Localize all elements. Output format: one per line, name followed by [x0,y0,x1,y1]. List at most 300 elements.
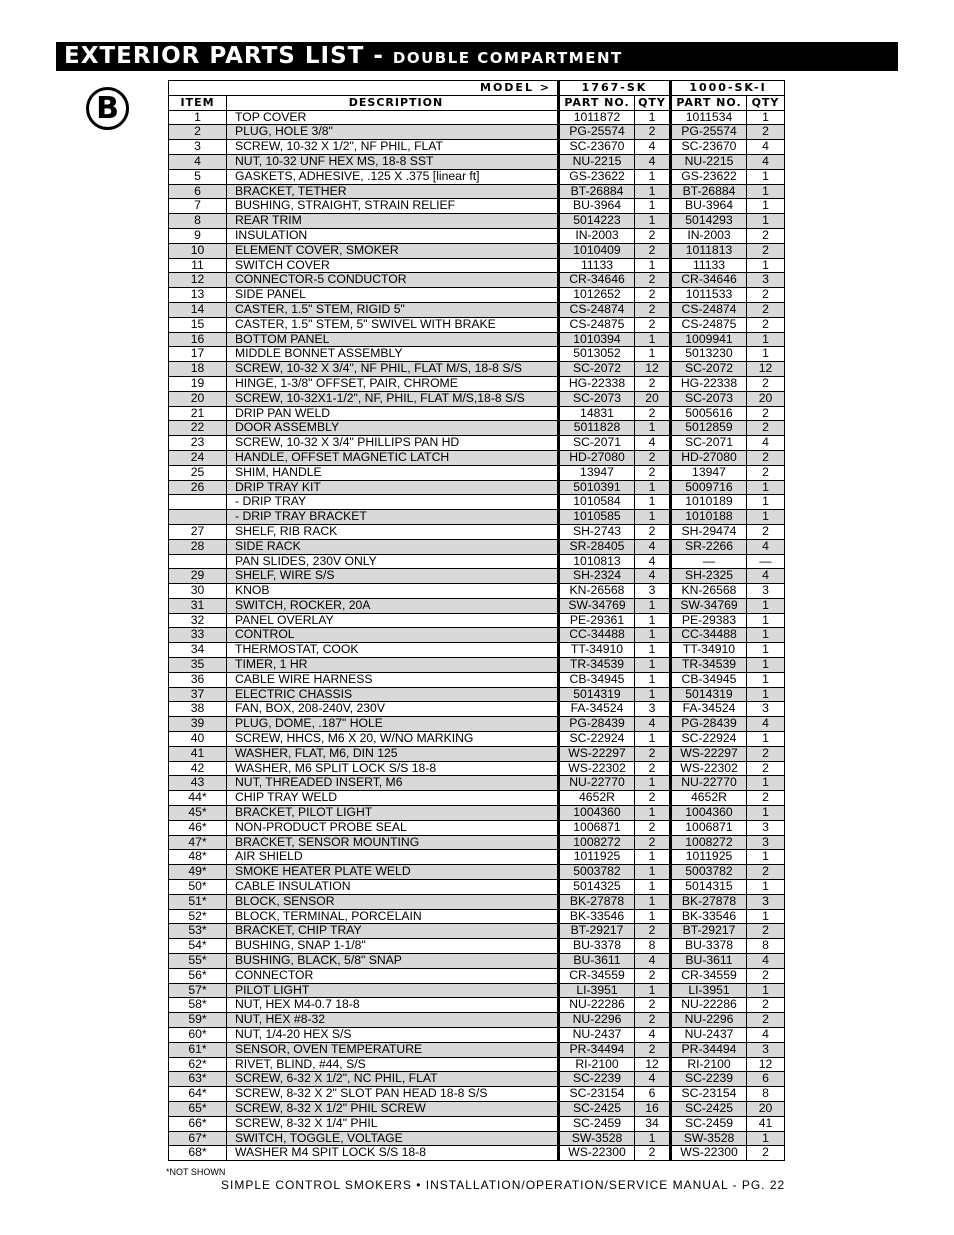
item-description: CABLE WIRE HARNESS [227,672,559,687]
qty-1: 4 [635,554,671,569]
item-description: MIDDLE BONNET ASSEMBLY [227,347,559,362]
item-number: 64* [169,1087,227,1102]
qty-2: 1 [747,983,785,998]
item-description: PILOT LIGHT [227,983,559,998]
item-description: NUT, HEX M4-0.7 18-8 [227,998,559,1013]
item-description: SWITCH, ROCKER, 20A [227,598,559,613]
qty-1: 1 [635,110,671,125]
item-description: CONNECTOR [227,968,559,983]
table-row [169,820,785,835]
item-description: ELECTRIC CHASSIS [227,687,559,702]
part-no-2: 13947 [671,465,747,480]
qty-2: 1 [747,1131,785,1146]
item-description: SIDE PANEL [227,288,559,303]
table-row [169,1013,785,1028]
part-no-2: CR-34559 [671,968,747,983]
table-row [169,332,785,347]
item-number: 47* [169,835,227,850]
item-number: 20 [169,391,227,406]
item-number: 21 [169,406,227,421]
part-no-1: SW-34769 [559,598,635,613]
qty-1: 2 [635,406,671,421]
part-no-2: WS-22297 [671,746,747,761]
qty-2: 1 [747,806,785,821]
table-row [169,924,785,939]
qty-2: 2 [747,524,785,539]
table-row [169,939,785,954]
item-description: CASTER, 1.5" STEM, 5" SWIVEL WITH BRAKE [227,317,559,332]
item-description: HINGE, 1-3/8" OFFSET, PAIR, CHROME [227,376,559,391]
part-no-2: 5003782 [671,865,747,880]
item-number: 44* [169,791,227,806]
qty-2: 3 [747,835,785,850]
qty-1: 2 [635,1042,671,1057]
item-description: WASHER, FLAT, M6, DIN 125 [227,746,559,761]
part-no-1: 13947 [559,465,635,480]
col-qty-1: QTY [635,95,671,110]
item-number: 25 [169,465,227,480]
qty-2: 8 [747,939,785,954]
qty-2: 2 [747,998,785,1013]
part-no-2: IN-2003 [671,228,747,243]
part-no-2: PE-29383 [671,613,747,628]
qty-2: 2 [747,465,785,480]
item-description: SCREW, 6-32 X 1/2", NC PHIL, FLAT [227,1072,559,1087]
item-description: SHELF, WIRE S/S [227,569,559,584]
part-no-2: PG-28439 [671,717,747,732]
qty-1: 2 [635,1146,671,1161]
item-description: SHIM, HANDLE [227,465,559,480]
col-part-no-2: PART NO. [671,95,747,110]
qty-2: 1 [747,332,785,347]
part-no-2: 5014293 [671,214,747,229]
part-no-2: NU-22770 [671,776,747,791]
qty-2: 4 [747,154,785,169]
table-row [169,584,785,599]
table-row [169,998,785,1013]
qty-2: 1 [747,687,785,702]
part-no-2: 1011813 [671,243,747,258]
table-row [169,228,785,243]
table-row [169,850,785,865]
item-number: 33 [169,628,227,643]
part-no-1: 1004360 [559,806,635,821]
qty-1: 2 [635,998,671,1013]
item-number: 38 [169,702,227,717]
item-number: 68* [169,1146,227,1161]
part-no-2: 5005616 [671,406,747,421]
qty-1: 1 [635,732,671,747]
item-description: NON-PRODUCT PROBE SEAL [227,820,559,835]
part-no-1: PG-25574 [559,125,635,140]
table-row [169,273,785,288]
item-number: 4 [169,154,227,169]
item-number: 23 [169,436,227,451]
parts-table [168,80,785,1161]
table-row [169,288,785,303]
qty-1: 1 [635,1131,671,1146]
qty-1: 1 [635,332,671,347]
part-no-1: 1012652 [559,288,635,303]
item-description: TOP COVER [227,110,559,125]
item-number [169,510,227,525]
part-no-2: RI-2100 [671,1057,747,1072]
table-row [169,1131,785,1146]
part-no-2: SC-2072 [671,362,747,377]
part-no-1: CS-24875 [559,317,635,332]
table-row [169,732,785,747]
part-no-1: PG-28439 [559,717,635,732]
part-no-2: PR-34494 [671,1042,747,1057]
item-number: 54* [169,939,227,954]
qty-1: 1 [635,658,671,673]
qty-1: 2 [635,243,671,258]
part-no-1: GS-23622 [559,169,635,184]
item-number: 35 [169,658,227,673]
item-number: 30 [169,584,227,599]
qty-2: 12 [747,1057,785,1072]
qty-2: 4 [747,436,785,451]
table-row [169,450,785,465]
item-description: SCREW, 8-32 X 1/2" PHIL SCREW [227,1101,559,1116]
qty-2: 20 [747,391,785,406]
qty-1: 1 [635,258,671,273]
item-description: SCREW, 8-32 X 1/4" PHIL [227,1116,559,1131]
qty-1: 1 [635,672,671,687]
part-no-1: NU-2437 [559,1028,635,1043]
item-number: 18 [169,362,227,377]
part-no-1: BT-26884 [559,184,635,199]
qty-1: 2 [635,761,671,776]
part-no-1: 11133 [559,258,635,273]
qty-2: 1 [747,184,785,199]
qty-1: 3 [635,584,671,599]
qty-2: 2 [747,968,785,983]
part-no-1: NU-2296 [559,1013,635,1028]
table-row [169,376,785,391]
part-no-2: 1010188 [671,510,747,525]
qty-2: 3 [747,820,785,835]
part-no-2: BU-3611 [671,954,747,969]
qty-2: 2 [747,228,785,243]
qty-2: 3 [747,584,785,599]
part-no-1: 5003782 [559,865,635,880]
part-no-1: PR-34494 [559,1042,635,1057]
item-description: SCREW, 10-32X1-1/2", NF, PHIL, FLAT M/S,18-8 S/S [227,391,559,406]
part-no-1: CC-34488 [559,628,635,643]
qty-2: 1 [747,672,785,687]
part-no-2: — [671,554,747,569]
part-no-1: 5013052 [559,347,635,362]
item-number: 31 [169,598,227,613]
table-row [169,347,785,362]
item-description: SCREW, HHCS, M6 X 20, W/NO MARKING [227,732,559,747]
table-row [169,1072,785,1087]
qty-1: 2 [635,791,671,806]
qty-1: 2 [635,228,671,243]
part-no-2: NU-2437 [671,1028,747,1043]
qty-1: 2 [635,450,671,465]
part-no-1: SC-2425 [559,1101,635,1116]
table-row [169,672,785,687]
part-no-2: SR-2266 [671,539,747,554]
qty-1: 1 [635,510,671,525]
part-no-2: 1011533 [671,288,747,303]
qty-1: 2 [635,125,671,140]
qty-2: 1 [747,480,785,495]
table-row [169,1028,785,1043]
part-no-1: SC-2239 [559,1072,635,1087]
part-no-2: NU-2215 [671,154,747,169]
qty-2: 2 [747,450,785,465]
item-number: 65* [169,1101,227,1116]
qty-1: 12 [635,362,671,377]
part-no-1: PE-29361 [559,613,635,628]
item-number: 63* [169,1072,227,1087]
part-no-1: KN-26568 [559,584,635,599]
qty-2: 2 [747,243,785,258]
item-number: 41 [169,746,227,761]
qty-2: 2 [747,1013,785,1028]
qty-1: 2 [635,746,671,761]
table-row [169,613,785,628]
item-number: 66* [169,1116,227,1131]
table-row [169,362,785,377]
item-description: BRACKET, TETHER [227,184,559,199]
item-description: BUSHING, BLACK, 5/8" SNAP [227,954,559,969]
item-description: BLOCK, SENSOR [227,894,559,909]
part-no-1: SC-2459 [559,1116,635,1131]
qty-1: 12 [635,1057,671,1072]
item-number: 53* [169,924,227,939]
item-number: 36 [169,672,227,687]
item-number: 37 [169,687,227,702]
item-description: RIVET, BLIND, #44, S/S [227,1057,559,1072]
qty-1: 2 [635,820,671,835]
part-no-1: 4652R [559,791,635,806]
item-description: SWITCH, TOGGLE, VOLTAGE [227,1131,559,1146]
part-no-2: CB-34945 [671,672,747,687]
qty-2: 3 [747,273,785,288]
table-row [169,480,785,495]
part-no-1: SC-2073 [559,391,635,406]
qty-2: — [747,554,785,569]
part-no-2: GS-23622 [671,169,747,184]
item-number: 67* [169,1131,227,1146]
part-no-2: TR-34539 [671,658,747,673]
item-number: 29 [169,569,227,584]
part-no-1: BU-3611 [559,954,635,969]
part-no-2: 5014315 [671,880,747,895]
qty-2: 4 [747,140,785,155]
qty-2: 2 [747,421,785,436]
qty-2: 4 [747,1028,785,1043]
item-description: BRACKET, SENSOR MOUNTING [227,835,559,850]
item-number: 16 [169,332,227,347]
table-row [169,628,785,643]
table-row [169,436,785,451]
qty-2: 1 [747,510,785,525]
part-no-1: 1011872 [559,110,635,125]
part-no-1: 1010813 [559,554,635,569]
part-no-1: CB-34945 [559,672,635,687]
item-number: 22 [169,421,227,436]
item-number: 60* [169,1028,227,1043]
qty-1: 4 [635,154,671,169]
item-description: DOOR ASSEMBLY [227,421,559,436]
qty-2: 4 [747,717,785,732]
part-no-1: 14831 [559,406,635,421]
title-main: EXTERIOR PARTS LIST - [64,43,384,69]
part-no-2: WS-22300 [671,1146,747,1161]
part-no-2: 1009941 [671,332,747,347]
item-description: AIR SHIELD [227,850,559,865]
item-description: CONTROL [227,628,559,643]
table-row [169,983,785,998]
qty-1: 1 [635,776,671,791]
qty-1: 1 [635,480,671,495]
qty-1: 4 [635,140,671,155]
qty-2: 1 [747,199,785,214]
model-header-row [169,81,785,96]
qty-1: 1 [635,894,671,909]
item-description: SCREW, 10-32 X 1/2", NF PHIL, FLAT [227,140,559,155]
qty-1: 1 [635,643,671,658]
table-row [169,717,785,732]
item-description: CHIP TRAY WELD [227,791,559,806]
model-2: 1000-SK-I [671,81,785,96]
table-row [169,865,785,880]
part-no-1: 1010584 [559,495,635,510]
section-header [56,42,898,71]
item-number [169,495,227,510]
item-number: 45* [169,806,227,821]
model-label: MODEL > [169,81,559,96]
qty-1: 1 [635,169,671,184]
qty-2: 3 [747,894,785,909]
item-number: 11 [169,258,227,273]
qty-2: 1 [747,880,785,895]
part-no-1: 1010585 [559,510,635,525]
qty-1: 1 [635,909,671,924]
qty-1: 2 [635,376,671,391]
part-no-2: SC-23154 [671,1087,747,1102]
item-description: DRIP PAN WELD [227,406,559,421]
part-no-2: NU-2296 [671,1013,747,1028]
item-number: 15 [169,317,227,332]
part-no-2: HD-27080 [671,450,747,465]
qty-1: 2 [635,524,671,539]
item-description: BRACKET, PILOT LIGHT [227,806,559,821]
qty-1: 2 [635,273,671,288]
item-number: 56* [169,968,227,983]
item-number: 19 [169,376,227,391]
qty-2: 4 [747,569,785,584]
item-number: 57* [169,983,227,998]
item-number: 42 [169,761,227,776]
qty-1: 4 [635,954,671,969]
table-row [169,658,785,673]
part-no-2: SC-2425 [671,1101,747,1116]
part-no-1: WS-22297 [559,746,635,761]
item-description: - DRIP TRAY [227,495,559,510]
qty-2: 1 [747,169,785,184]
part-no-2: TT-34910 [671,643,747,658]
part-no-1: 5014223 [559,214,635,229]
qty-2: 1 [747,214,785,229]
part-no-1: SC-2072 [559,362,635,377]
table-row [169,687,785,702]
part-no-1: TT-34910 [559,643,635,658]
qty-2: 12 [747,362,785,377]
table-row [169,199,785,214]
qty-1: 1 [635,184,671,199]
table-row [169,243,785,258]
qty-1: 16 [635,1101,671,1116]
table-row [169,554,785,569]
table-row [169,880,785,895]
item-description: BUSHING, SNAP 1-1/8" [227,939,559,954]
qty-2: 8 [747,1087,785,1102]
item-number: 32 [169,613,227,628]
table-row [169,214,785,229]
item-description: PANEL OVERLAY [227,613,559,628]
qty-1: 20 [635,391,671,406]
part-no-1: BU-3964 [559,199,635,214]
item-description: ELEMENT COVER, SMOKER [227,243,559,258]
qty-1: 1 [635,806,671,821]
item-description: CONNECTOR-5 CONDUCTOR [227,273,559,288]
qty-2: 4 [747,954,785,969]
qty-1: 1 [635,214,671,229]
item-number: 49* [169,865,227,880]
qty-2: 1 [747,776,785,791]
item-description: PLUG, DOME, .187" HOLE [227,717,559,732]
qty-1: 2 [635,924,671,939]
qty-1: 2 [635,1013,671,1028]
table-row [169,761,785,776]
part-no-2: SH-29474 [671,524,747,539]
item-description: SCREW, 8-32 X 2" SLOT PAN HEAD 18-8 S/S [227,1087,559,1102]
part-no-1: NU-22286 [559,998,635,1013]
qty-2: 1 [747,495,785,510]
item-number: 8 [169,214,227,229]
item-number: 3 [169,140,227,155]
qty-1: 1 [635,495,671,510]
item-description: SIDE RACK [227,539,559,554]
table-row [169,569,785,584]
item-number: 59* [169,1013,227,1028]
qty-2: 1 [747,110,785,125]
qty-2: 2 [747,1146,785,1161]
qty-2: 2 [747,865,785,880]
item-description: DRIP TRAY KIT [227,480,559,495]
part-no-2: SC-23670 [671,140,747,155]
qty-1: 2 [635,288,671,303]
item-description: NUT, 10-32 UNF HEX MS, 18-8 SST [227,154,559,169]
qty-1: 8 [635,939,671,954]
part-no-1: CR-34559 [559,968,635,983]
qty-1: 2 [635,317,671,332]
table-row [169,406,785,421]
item-description: KNOB [227,584,559,599]
part-no-2: 1010189 [671,495,747,510]
part-no-1: WS-22302 [559,761,635,776]
qty-1: 4 [635,1028,671,1043]
item-number: 43 [169,776,227,791]
part-no-1: 5014325 [559,880,635,895]
table-row [169,791,785,806]
